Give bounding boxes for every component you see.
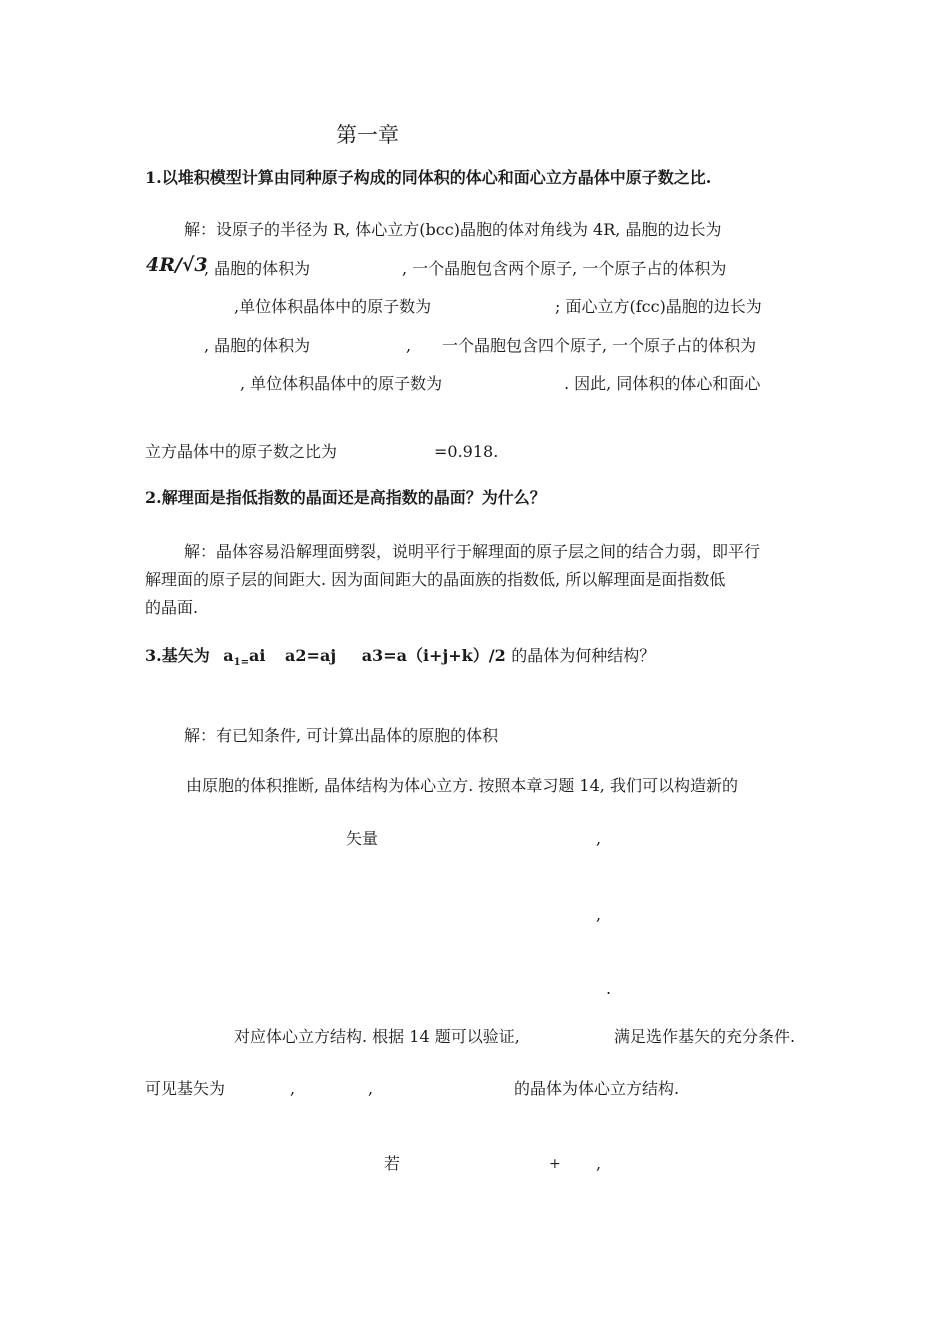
q3-answer-line4b: 的晶体为体心立方结构. [514,1079,680,1098]
q1-formula-edge: 4R/√3 [146,254,208,276]
q3-period: . [606,979,612,998]
question-1: 1.以堆积模型计算由同种原子构成的同体积的体心和面心立方晶体中原子数之比. [145,168,712,187]
q3-answer-line4a: 可见基矢为 [145,1079,226,1098]
q1-answer-line6: 立方晶体中的原子数之比为 [145,442,338,461]
q1-answer-line4c: 一个晶胞包含四个原子, 一个原子占的体积为 [442,336,757,355]
q1-answer-line5a: , 单位体积晶体中的原子数为 [240,374,443,393]
q3-answer-line3b: 满足选作基矢的充分条件. [614,1027,796,1046]
q3-comma-3: , [596,1154,602,1173]
q1-answer-line4b: , [406,336,412,355]
question-2: 2.解理面是指低指数的晶面还是高指数的晶面？为什么？ [145,488,546,507]
q3-if-label: 若 [384,1154,401,1173]
q3-vector-label: 矢量 [346,829,379,848]
q1-answer-line2a: , 晶胞的体积为 [204,259,311,278]
q2-answer-line1: 解：晶体容易沿解理面劈裂，说明平行于解理面的原子层之间的结合力弱，即平行 [184,542,761,561]
q1-answer-line3b: ; 面心立方(fcc)晶胞的边长为 [555,297,762,316]
q2-answer-line3: 的晶面. [145,598,199,617]
q1-answer-line3a: ,单位体积晶体中的原子数为 [234,297,432,316]
q3-answer-line3a: 对应体心立方结构. 根据 14 题可以验证, [234,1027,520,1046]
q2-answer-line2: 解理面的原子层的间距大. 因为面间距大的晶面族的指数低, 所以解理面是面指数低 [145,570,726,589]
q3-a1-main: a [223,646,234,665]
q3-a3: a3=a（i+j+k）/2 [361,646,506,665]
q3-answer-comma-a: , [290,1079,296,1098]
q3-answer-comma-b: , [368,1079,374,1098]
q1-answer-line5b: . 因此, 同体积的体心和面心 [564,374,761,393]
q3-a1-sub: 1= [233,657,250,669]
q1-answer-line1: 解：设原子的半径为 R, 体心立方(bcc)晶胞的体对角线为 4R, 晶胞的边长为 [184,220,722,239]
q3-a1 [223,646,266,669]
q3-answer-line2: 由原胞的体积推断, 晶体结构为体心立方. 按照本章习题 14, 我们可以构造新的 [186,776,738,795]
q3-comma-1: , [596,829,602,848]
q1-answer-line4a: , 晶胞的体积为 [204,336,311,355]
q3-comma-2: , [596,905,602,924]
q3-plus: + [549,1156,561,1172]
q1-answer-line2b: , 一个晶胞包含两个原子, 一个原子占的体积为 [402,259,727,278]
q1-ratio: =0.918. [434,442,499,461]
q3-prefix: 3.基矢为 [145,646,210,665]
q3-suffix: 的晶体为何种结构？ [511,646,656,665]
q3-answer-line1: 解：有已知条件, 可计算出晶体的原胞的体积 [184,726,499,745]
q3-a1-tail: ai [249,646,266,665]
question-3 [145,646,655,673]
q3-a2: a2=aj [285,646,337,665]
chapter-title: 第一章 [336,123,399,147]
